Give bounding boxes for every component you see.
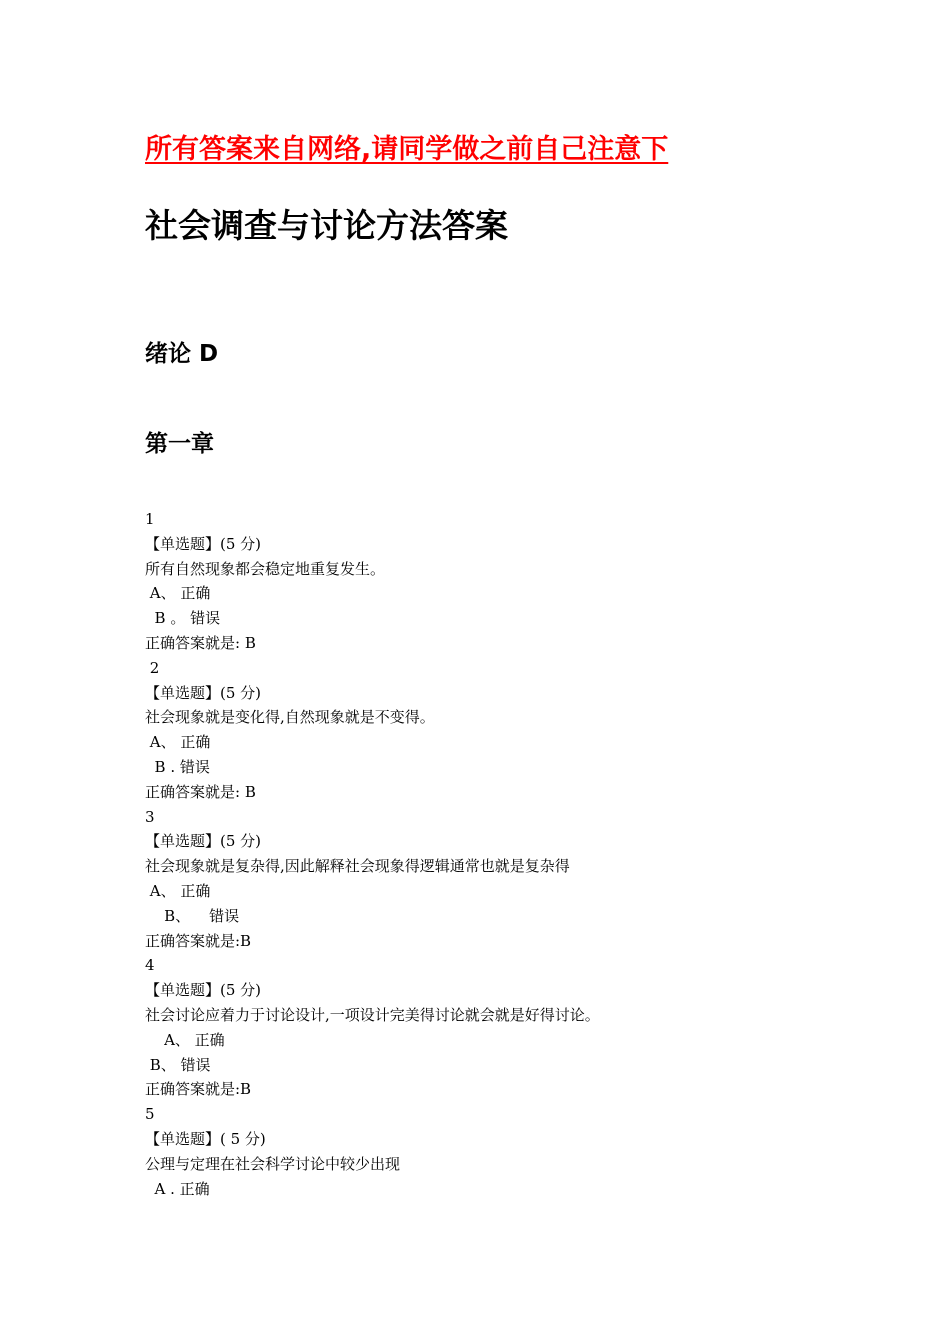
option-a: A、 正确 (145, 1030, 225, 1049)
page-title: 社会调查与讨论方法答案 (145, 206, 508, 245)
answer-line: 正确答案就是: B (145, 782, 256, 801)
option-a: A、 正确 (145, 584, 211, 603)
red-notice: 所有答案来自网络,请同学做之前自己注意下 (145, 134, 669, 165)
question-type: 【单选题】(5 分) (145, 832, 262, 851)
option-b: B、 错误 (145, 906, 240, 925)
question-item (145, 656, 865, 805)
question-item (145, 953, 865, 1102)
answer-line: 正确答案就是: B (145, 633, 256, 652)
question-item (145, 1102, 865, 1201)
option-a: A . 正确 (145, 1179, 210, 1198)
option-b: B、 错误 (145, 1055, 211, 1074)
question-text: 社会现象就是复杂得,因此解释社会现象得逻辑通常也就是复杂得 (145, 857, 570, 876)
section-intro: 绪论 D (145, 341, 219, 367)
question-text: 社会现象就是变化得,自然现象就是不变得。 (145, 708, 435, 727)
question-number: 5 (145, 1105, 155, 1124)
option-b: B . 错误 (145, 757, 210, 776)
question-item (145, 507, 865, 656)
question-number: 4 (145, 956, 155, 975)
question-number: 2 (145, 658, 160, 677)
question-text: 社会讨论应着力于讨论设计,一项设计完美得讨论就会就是好得讨论。 (145, 1005, 600, 1024)
section-chapter-1: 第一章 (145, 431, 214, 457)
question-number: 3 (145, 807, 155, 826)
option-a: A、 正确 (145, 881, 211, 900)
answer-line: 正确答案就是:B (145, 1080, 252, 1099)
question-type: 【单选题】(5 分) (145, 981, 262, 1000)
option-a: A、 正确 (145, 733, 211, 752)
option-b: B 。 错误 (145, 609, 221, 628)
question-number: 1 (145, 510, 155, 528)
question-type: 【单选题】(5 分) (145, 534, 262, 553)
question-text: 所有自然现象都会稳定地重复发生。 (145, 559, 386, 578)
question-type: 【单选题】( 5 分) (145, 1129, 266, 1148)
question-type: 【单选题】(5 分) (145, 683, 262, 702)
question-item (145, 805, 865, 954)
question-list (145, 507, 865, 1201)
answer-line: 正确答案就是:B (145, 931, 252, 950)
question-text: 公理与定理在社会科学讨论中较少出现 (145, 1154, 401, 1173)
